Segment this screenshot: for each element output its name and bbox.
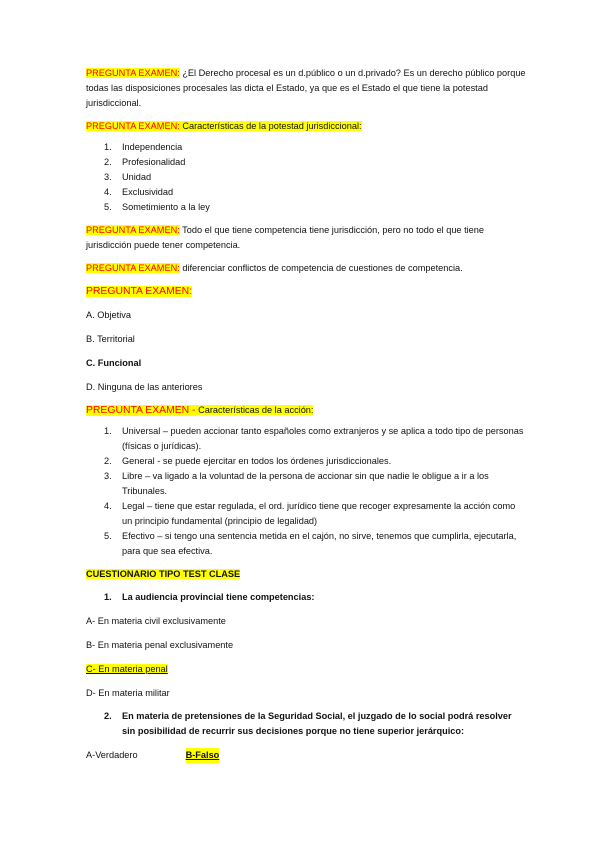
question-text: Características de la acción:	[195, 405, 314, 415]
option-b: B. Territorial	[86, 334, 135, 344]
option-a: A. Objetiva	[86, 310, 131, 320]
question-conflicts	[86, 261, 526, 276]
quiz-heading: CUESTIONARIO TIPO TEST CLASE	[86, 569, 241, 579]
answer-a: A- En materia civil exclusivamente	[86, 616, 226, 626]
question-text: Todo el que tiene competencia tiene jurisdicción, pero no todo el que tiene jurisdicción puede tener competencia.	[86, 225, 485, 250]
answer-b-correct: B-Falso	[186, 748, 220, 763]
list-item: 4. Legal – tiene que estar regulada, el ord. jurídico tiene que recoger expresamente la acción como un principio fundamental (principio de legalidad)	[104, 501, 516, 526]
question-text: diferenciar conflictos de competencia de cuestiones de competencia.	[179, 263, 463, 273]
question-jurisdiction-characteristics	[86, 119, 526, 134]
list-item: 2. En materia de pretensiones de la Seguridad Social, el juzgado de lo social podrá resolver sin posibilidad de recurrir sus decisiones porque no tiene superior jerárquico:	[104, 711, 512, 736]
question-text: ¿El Derecho procesal es un d.público o un d.privado? Es un derecho público porque todas las disposiciones procesales las dicta el Estado, ya que es el Estado el que tiene la potestad jurisdiccional.	[86, 68, 526, 108]
option-d: D. Ninguna de las anteriores	[86, 382, 203, 392]
list-item: 1. La audiencia provincial tiene competencias:	[104, 592, 315, 602]
action-characteristics-list	[86, 424, 526, 559]
list-item: 1. Independencia	[104, 142, 183, 152]
list-item: 2. Profesionalidad	[104, 157, 186, 167]
exam-question-label: PREGUNTA EXAMEN:	[86, 286, 193, 297]
jurisdiction-characteristics-list	[86, 140, 526, 215]
question-options-block	[86, 284, 526, 299]
list-item: 5. Sometimiento a la ley	[104, 202, 210, 212]
exam-question-label: PREGUNTA EXAMEN:	[86, 225, 180, 235]
answer-row	[86, 748, 526, 763]
answer-d: D- En materia militar	[86, 688, 170, 698]
answer-b: B- En materia penal exclusivamente	[86, 640, 234, 650]
document-page	[86, 66, 526, 763]
quiz-question-1	[86, 590, 526, 605]
answer-a: A-Verdadero	[86, 750, 138, 760]
quiz-question-2	[86, 709, 526, 739]
question-text: Características de la potestad jurisdiccional:	[179, 121, 362, 131]
exam-question-label: PREGUNTA EXAMEN:	[86, 68, 180, 78]
question-public-private	[86, 66, 526, 111]
list-item: 3. Unidad	[104, 172, 152, 182]
exam-question-label: PREGUNTA EXAMEN:	[86, 263, 180, 273]
question-action-characteristics	[86, 403, 526, 418]
answer-c-correct: C- En materia penal	[86, 664, 168, 674]
list-item: 4. Exclusividad	[104, 187, 174, 197]
list-item: 1. Universal – pueden accionar tanto españoles como extranjeros y se aplica a todo tipo de personas (físicas o jurídicas).	[104, 426, 524, 451]
exam-question-label: PREGUNTA EXAMEN:	[86, 121, 180, 131]
exam-question-label: PREGUNTA EXAMEN -	[86, 405, 196, 416]
list-item: 5. Efectivo – si tengo una sentencia metida en el cajón, no sirve, tenemos que cumplirla, ejecutarla, para que sea efectiva.	[104, 531, 517, 556]
question-competence-jurisdiction	[86, 223, 526, 253]
list-item: 2. General - se puede ejercitar en todos los órdenes jurisdiccionales.	[104, 456, 392, 466]
option-c: C. Funcional	[86, 358, 142, 368]
list-item: 3. Libre – va ligado a la voluntad de la persona de accionar sin que nadie le obligue a ir a los Tribunales.	[104, 471, 489, 496]
